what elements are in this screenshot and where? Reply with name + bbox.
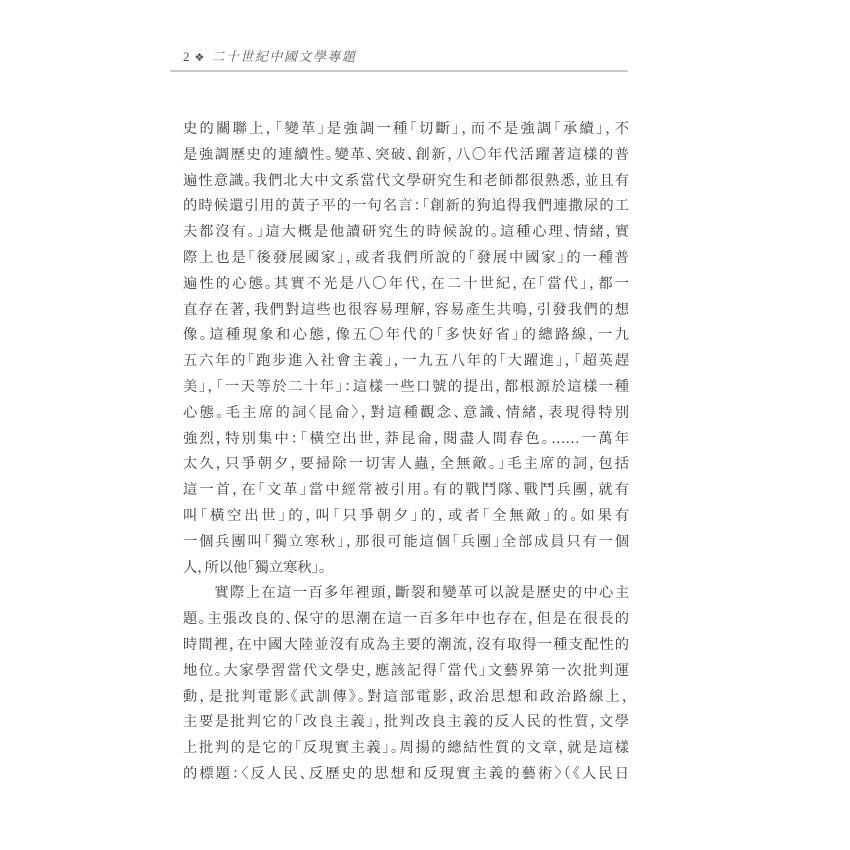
text-line: 人，所以他「獨立寒秋」。 (183, 559, 326, 576)
text-line: 地位。大家學習當代文學史，應該記得「當代」文藝界第一次批判運 (183, 662, 629, 679)
text-line: 遍性的心態。其實不光是八〇年代，在二十世紀，在「當代」，都一 (183, 275, 629, 292)
text-line: 一個兵團叫「獨立寒秋」，那很可能這個「兵團」全部成員只有一個 (183, 533, 629, 550)
text-line: 夫都沒有。」這大概是他讀研究生的時候說的。這種心理、情緒，實 (183, 224, 629, 241)
page-number: 2 (183, 49, 191, 64)
text-line: 太久，只爭朝夕，要掃除一切害人蟲，全無敵。」毛主席的詞，包括 (183, 456, 629, 473)
text-line: 這一首，在「文革」當中經常被引用。有的戰鬥隊、戰鬥兵團，就有 (183, 482, 629, 499)
header-rule (170, 70, 628, 72)
text-line: 遍性意識。我們北大中文系當代文學研究生和老師都很熟悉，並且有 (183, 172, 629, 189)
diamond-ornament-icon: ❖ (194, 52, 206, 64)
text-line: 際上也是「後發展國家」，或者我們所說的「發展中國家」的一種普 (183, 249, 629, 266)
text-line: 叫「橫空出世」的，叫「只爭朝夕」的，或者「全無敵」的。如果有 (183, 507, 629, 524)
text-line: 是強調歷史的連續性。變革、突破、創新，八〇年代活躍著這樣的普 (183, 146, 629, 163)
text-line: 心態。毛主席的詞〈昆侖〉，對這種觀念、意識、情緒，表現得特別 (183, 404, 629, 421)
text-line: 五六年的「跑步進入社會主義」，一九五八年的「大躍進」，「超英趕 (183, 353, 629, 370)
body-text-block (183, 117, 629, 788)
text-line: 強烈，特別集中：「橫空出世，莽昆侖，閱盡人間春色。……一萬年 (183, 430, 629, 447)
running-head-title: 二十世紀中國文學專題 (211, 49, 357, 64)
text-line: 美」，「一天等於二十年」：這樣一些口號的提出，都根源於這樣一種 (183, 378, 629, 395)
text-line: 像。這種現象和心態，像五〇年代的「多快好省」的總路線，一九 (183, 327, 629, 344)
text-line: 的標題：〈反人民、反歷史的思想和反現實主義的藝術〉（《人民日 (183, 765, 629, 782)
text-line: 動，是批判電影《武訓傳》。對這部電影，政治思想和政治路線上， (183, 688, 629, 705)
text-line: 直存在著，我們對這些也很容易理解，容易產生共鳴，引發我們的想 (183, 301, 629, 318)
text-line: 題。主張改良的、保守的思潮在這一百多年中也存在，但是在很長的 (183, 611, 629, 628)
text-line: 實際上在這一百多年裡頭，斷裂和變革可以說是歷史的中心主 (183, 585, 629, 602)
text-line: 史的關聯上，「變革」是強調一種「切斷」，而不是強調「承續」，不 (183, 121, 629, 137)
text-line: 時間裡，在中國大陸並沒有成為主要的潮流，沒有取得一種支配性的 (183, 636, 629, 653)
running-head (183, 46, 356, 65)
text-line: 主要是批判它的「改良主義」，批判改良主義的反人民的性質，文學 (183, 714, 629, 731)
text-line: 上批判的是它的「反現實主義」。周揚的總結性質的文章，就是這樣 (183, 740, 629, 757)
text-line: 的時候還引用的黃子平的一句名言：「創新的狗追得我們連撒尿的工 (183, 198, 629, 215)
